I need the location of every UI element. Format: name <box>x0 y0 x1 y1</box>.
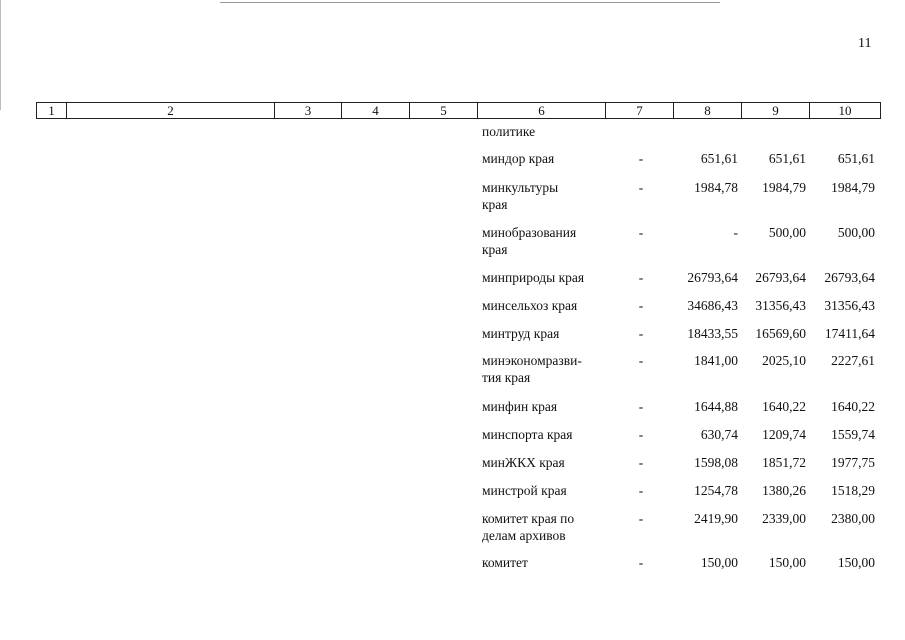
row-name <box>482 454 612 471</box>
row-col8: 1841,00 <box>694 353 738 368</box>
row-col8: 18433,55 <box>687 326 738 341</box>
row-name <box>482 269 612 286</box>
row-col7: - <box>638 326 644 341</box>
row-name <box>482 325 612 342</box>
row-col8: 1644,88 <box>694 399 738 414</box>
row-col9: 2339,00 <box>762 511 806 526</box>
row-name-line: минстрой края <box>482 483 567 498</box>
column-number-6: 6 <box>478 103 606 119</box>
column-number-3: 3 <box>275 103 342 119</box>
row-name <box>482 179 612 213</box>
row-col7: - <box>638 483 644 498</box>
row-col7: - <box>638 225 644 240</box>
row-col10: 31356,43 <box>824 298 875 313</box>
row-name-line: минкультуры <box>482 180 559 195</box>
row-col8: 2419,90 <box>694 511 738 526</box>
row-col10: 1640,22 <box>831 399 875 414</box>
column-number-2: 2 <box>67 103 275 119</box>
row-name-line: минспорта края <box>482 427 573 442</box>
column-number-1: 1 <box>37 103 67 119</box>
row-col8: 1254,78 <box>694 483 738 498</box>
row-col9: 2025,10 <box>762 353 806 368</box>
column-number-8: 8 <box>674 103 742 119</box>
row-col9: 1851,72 <box>762 455 806 470</box>
row-name-line: минприроды края <box>482 270 585 285</box>
row-col8: 651,61 <box>700 151 738 166</box>
scan-line-top <box>220 2 720 3</box>
column-number-4: 4 <box>342 103 410 119</box>
row-col9: 31356,43 <box>755 298 806 313</box>
row-name-line: края <box>482 197 508 212</box>
row-col7: - <box>638 353 644 368</box>
row-col8: 1984,78 <box>694 180 738 195</box>
row-col10: 1977,75 <box>831 455 875 470</box>
continuation-text: политике <box>482 124 536 139</box>
row-col7: - <box>638 511 644 526</box>
row-name <box>482 352 612 386</box>
row-col7: - <box>638 399 644 414</box>
row-col7: - <box>638 555 644 570</box>
page-number: 11 <box>858 36 872 51</box>
row-name <box>482 398 612 415</box>
row-col9: 1209,74 <box>762 427 806 442</box>
row-col10: 26793,64 <box>824 270 875 285</box>
row-col7: - <box>638 270 644 285</box>
row-col9: 651,61 <box>768 151 806 166</box>
column-number-9: 9 <box>742 103 810 119</box>
column-number-5: 5 <box>410 103 478 119</box>
row-col7: - <box>638 455 644 470</box>
row-name-line: минЖКХ края <box>482 455 565 470</box>
row-name <box>482 150 612 167</box>
row-name-line: края <box>482 242 508 257</box>
row-name-line: минобразования <box>482 225 577 240</box>
row-col8: 34686,43 <box>687 298 738 313</box>
row-col7: - <box>638 151 644 166</box>
column-number-7: 7 <box>606 103 674 119</box>
row-col9: 16569,60 <box>755 326 806 341</box>
row-col9: 26793,64 <box>755 270 806 285</box>
row-col9: 500,00 <box>768 225 806 240</box>
row-col10: 150,00 <box>837 555 875 570</box>
row-col10: 651,61 <box>837 151 875 166</box>
row-name-line: делам архивов <box>482 528 566 543</box>
row-col9: 1640,22 <box>762 399 806 414</box>
row-name-line: минфин края <box>482 399 558 414</box>
row-col10: 2380,00 <box>831 511 875 526</box>
row-col8: 630,74 <box>700 427 738 442</box>
row-name <box>482 510 612 544</box>
row-name-line: минсельхоз края <box>482 298 578 313</box>
row-name-line: миндор края <box>482 151 555 166</box>
row-col7: - <box>638 427 644 442</box>
column-number-header <box>36 102 881 119</box>
row-col9: 1380,26 <box>762 483 806 498</box>
row-name-line: комитет края по <box>482 511 575 526</box>
row-col8: 150,00 <box>700 555 738 570</box>
row-col8: - <box>733 225 738 240</box>
row-name <box>482 224 612 258</box>
column-number-10: 10 <box>810 103 881 119</box>
row-col9: 1984,79 <box>762 180 806 195</box>
row-name <box>482 426 612 443</box>
row-col7: - <box>638 298 644 313</box>
row-col10: 17411,64 <box>824 326 875 341</box>
row-name <box>482 297 612 314</box>
row-name <box>482 554 612 571</box>
row-name-line: тия края <box>482 370 531 385</box>
row-name-line: минэкономразви- <box>482 353 582 368</box>
row-col10: 500,00 <box>837 225 875 240</box>
row-col10: 1518,29 <box>831 483 875 498</box>
row-col10: 2227,61 <box>831 353 875 368</box>
row-col10: 1984,79 <box>831 180 875 195</box>
row-col8: 26793,64 <box>687 270 738 285</box>
row-col9: 150,00 <box>768 555 806 570</box>
scan-line-left <box>0 0 1 110</box>
row-name <box>482 482 612 499</box>
row-name-line: минтруд края <box>482 326 560 341</box>
row-col7: - <box>638 180 644 195</box>
row-name-line: комитет <box>482 555 528 570</box>
row-col8: 1598,08 <box>694 455 738 470</box>
row-col10: 1559,74 <box>831 427 875 442</box>
